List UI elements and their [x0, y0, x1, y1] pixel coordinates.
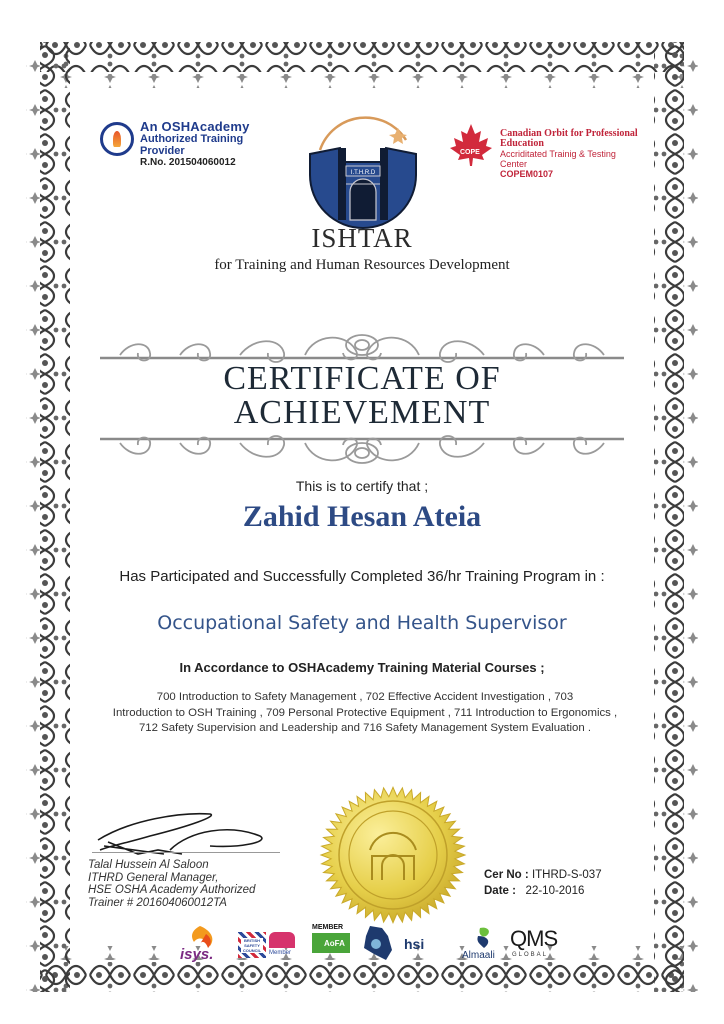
torch-seal-icon	[100, 122, 134, 156]
signer-name: Talal Hussein Al Saloon	[88, 859, 209, 871]
accordance-text: In Accordance to OSHAcademy Training Material Courses ;	[179, 660, 545, 675]
hsi-logo	[404, 924, 450, 964]
bottom-flourish	[100, 427, 624, 467]
qms-text: QMS	[510, 926, 558, 951]
border-bottom	[40, 962, 684, 992]
cope-code: COPEM0107	[500, 169, 554, 179]
signer-role: HSE OSHA Academy Authorized	[88, 884, 256, 896]
date-label: Date :	[484, 885, 516, 897]
hsi-text: hsi	[404, 936, 425, 952]
aofa-member-text: MEMBER	[312, 924, 344, 931]
certificate-title-line2: ACHIEVEMENT	[233, 394, 491, 431]
aofa-text: AoFA	[324, 939, 345, 948]
program-title: Occupational Safety and Health Supervisor	[157, 612, 567, 634]
cope-logo	[448, 122, 638, 179]
osha-provider: Authorized Training Provider	[140, 133, 244, 157]
signer-block	[88, 859, 318, 909]
certificate-title-line1: CERTIFICATE OF	[223, 360, 501, 397]
british-safety-council-logo	[238, 924, 298, 964]
border-top	[40, 42, 684, 72]
course-list-line: 700 Introduction to Safety Management , 702 Effective Accident Investigation , 703	[156, 691, 574, 703]
aofa-logo	[312, 924, 352, 964]
org-name: ISHTAR	[311, 223, 413, 253]
certify-text: This is to certify that ;	[295, 478, 429, 494]
qms-logo	[508, 924, 556, 964]
border-top-stars	[40, 74, 684, 88]
cope-badge: COPE	[460, 149, 480, 156]
org-subtitle: for Training and Human Resources Development	[214, 257, 510, 273]
gold-seal	[308, 780, 478, 930]
certificate-details	[484, 867, 602, 899]
cope-title: Canadian Orbit for Professional Education	[500, 128, 638, 149]
signature-line	[92, 852, 280, 853]
cer-no-value: ITHRD-S-037	[531, 869, 602, 881]
cope-subtitle: Accriditated Trainig & Testing Center	[500, 149, 616, 169]
course-list-line: Introduction to OSH Training , 709 Personal Protective Equipment , 711 Introduction to Ergonomics ,	[112, 706, 618, 719]
bsc-member-text: Member	[269, 950, 292, 956]
ithrd-logo	[298, 100, 428, 230]
maple-leaf-icon	[448, 122, 494, 166]
signer-trainer-no: Trainer # 201604060012TA	[88, 896, 227, 909]
oshacademy-logo	[100, 118, 290, 168]
iraq-map-logo	[360, 924, 396, 964]
course-list	[110, 690, 620, 737]
bsc-people-icon	[269, 932, 295, 948]
isys-text: isys.	[180, 946, 214, 963]
iraq-map-icon	[360, 924, 396, 964]
bsc-text: BRITISH SAFETY COUNCIL	[242, 938, 262, 953]
ithrd-logo-text: I.T.H.R.D	[350, 170, 376, 176]
date-value: 22-10-2016	[525, 885, 585, 897]
participation-text: Has Participated and Successfully Completed 36/hr Training Program in :	[119, 568, 605, 585]
qms-sub-text: GLOBAL	[512, 952, 549, 958]
almaali-text: Almaali	[462, 950, 495, 961]
recipient-name: Zahid Hesan Ateia	[242, 500, 482, 533]
signer-title: ITHRD General Manager,	[88, 871, 219, 884]
almaali-leaf-icon	[462, 924, 506, 952]
isys-logo	[176, 924, 236, 964]
almaali-logo	[462, 924, 506, 964]
certificate-title	[0, 362, 724, 430]
course-list-line: 712 Safety Supervision and Leadership and 716 Safety Management System Evaluation .	[138, 722, 592, 734]
cer-no-label: Cer No :	[484, 869, 529, 881]
osha-reg-no: R.No. 201504060012	[140, 157, 236, 168]
osha-title: An OSHAcademy	[140, 119, 250, 134]
